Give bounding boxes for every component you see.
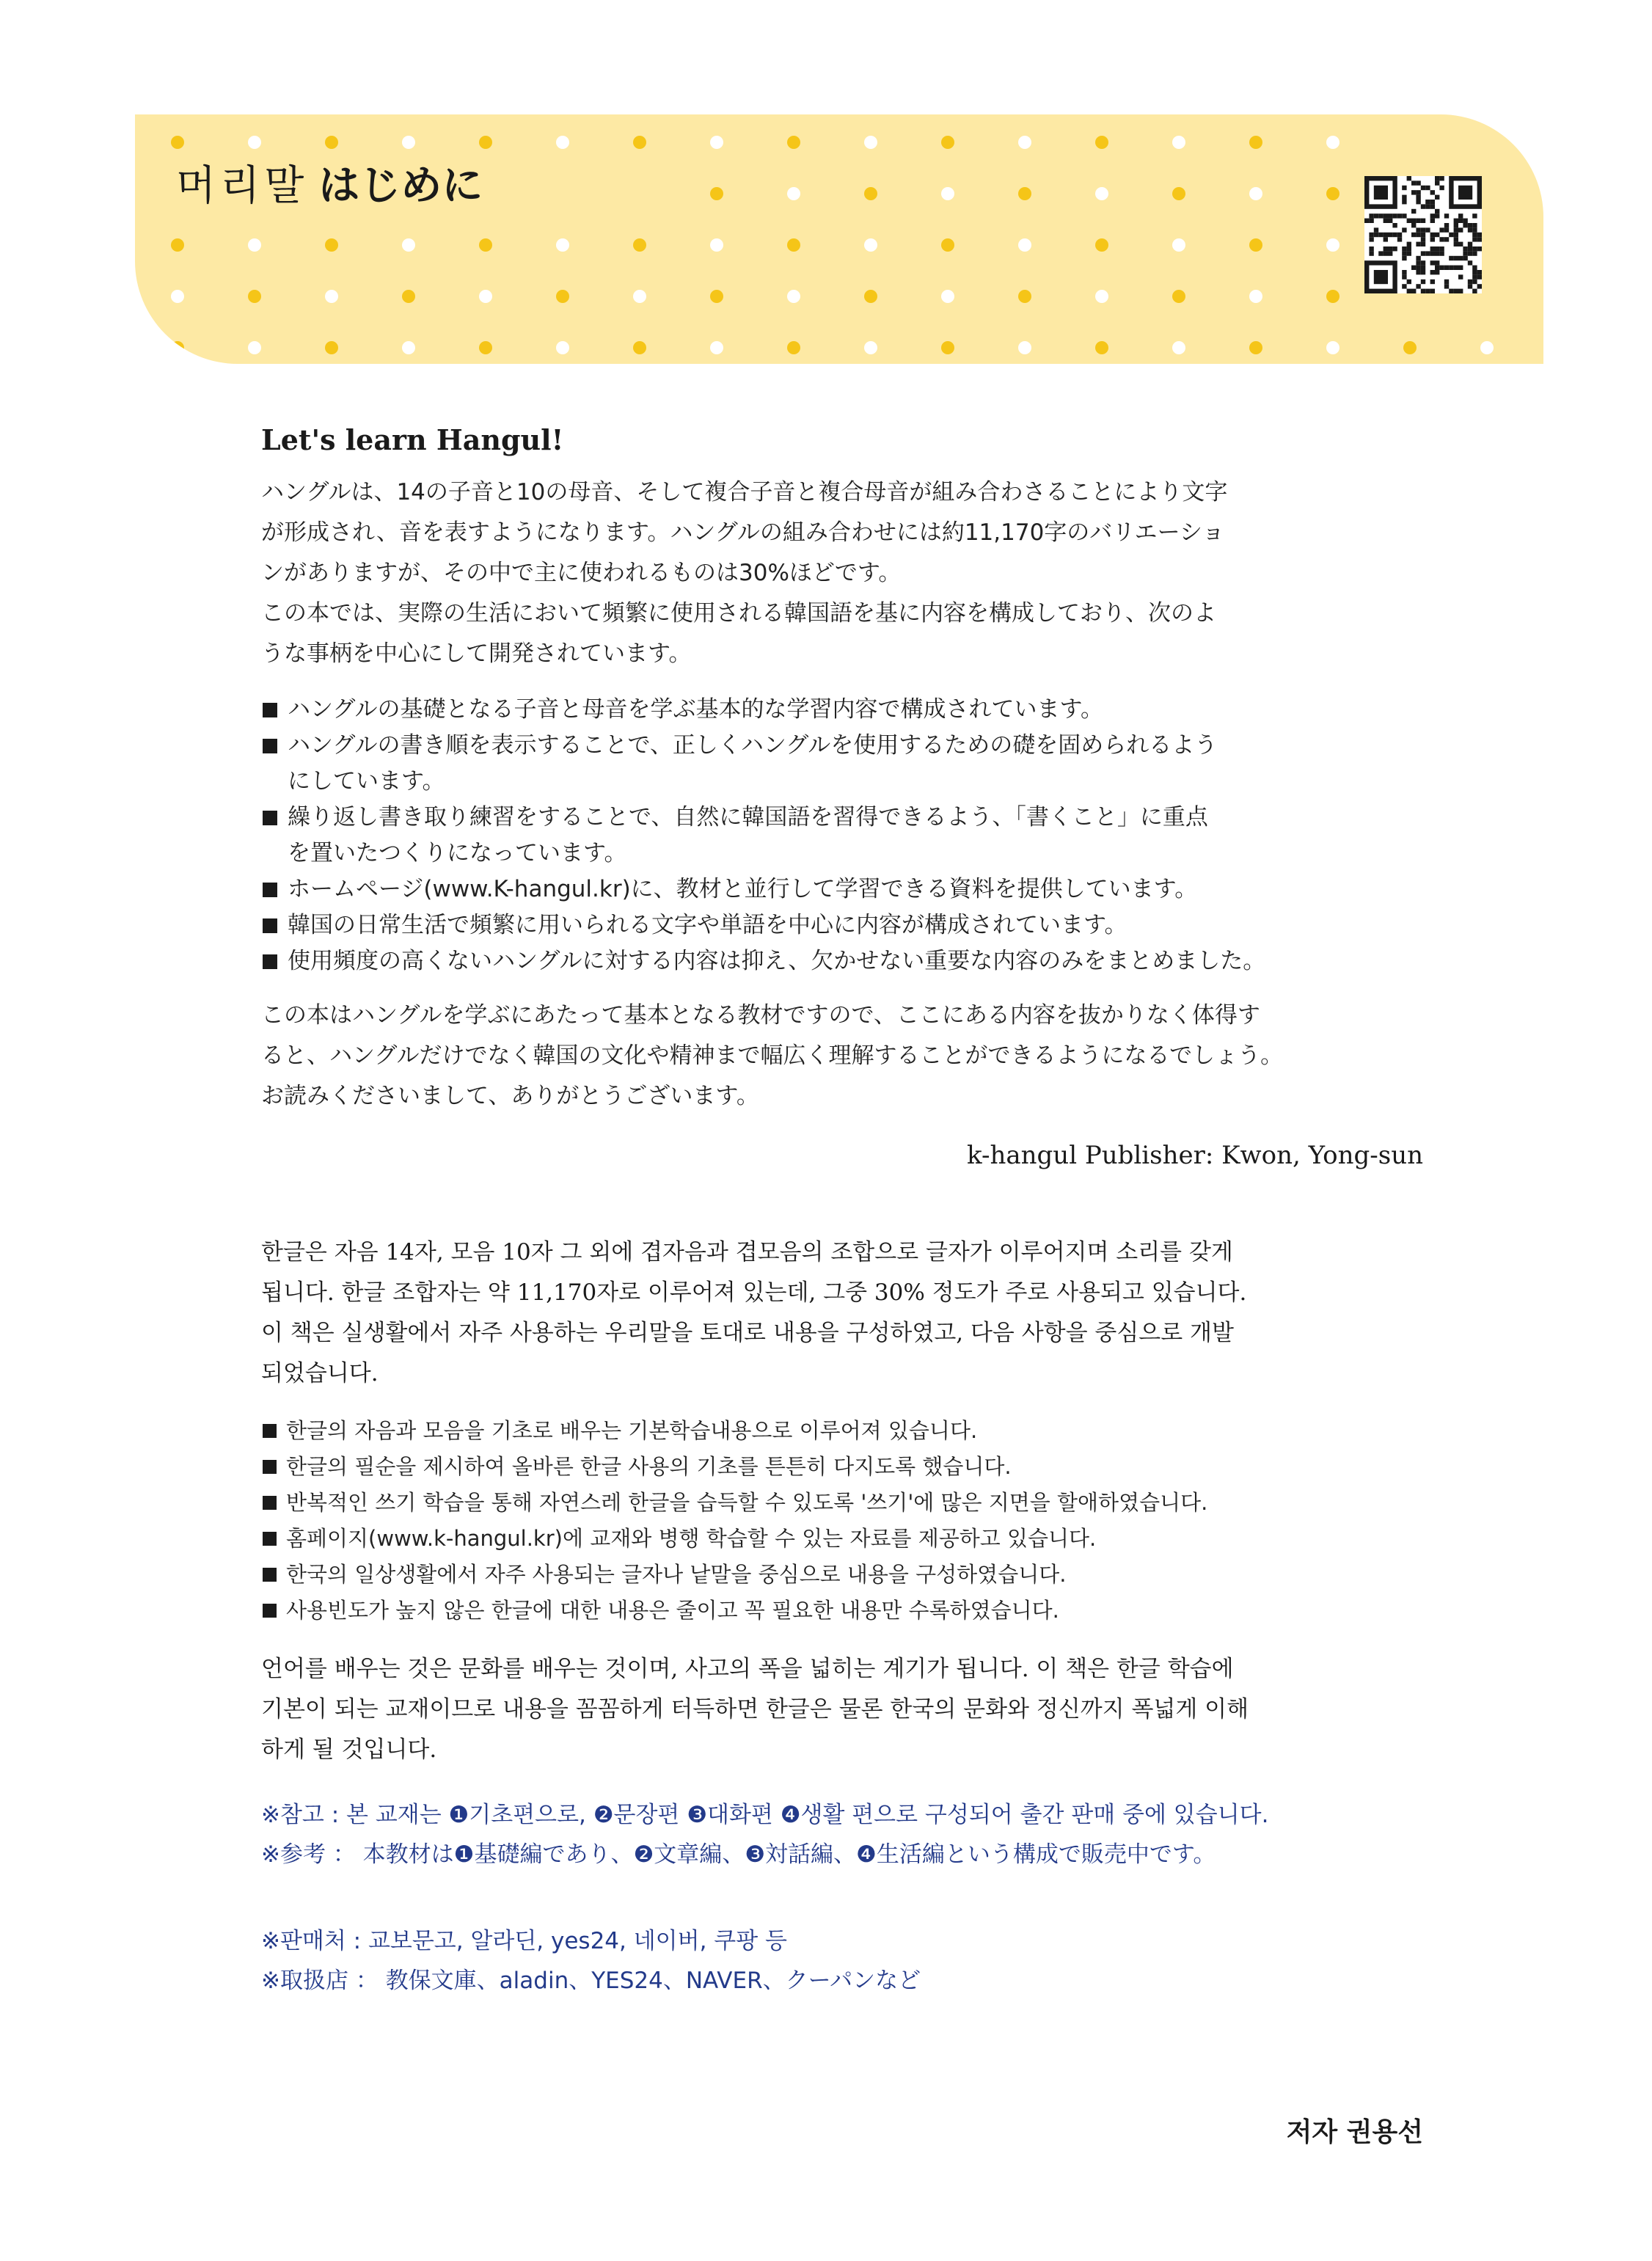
decor-dot xyxy=(171,238,184,252)
intro-line: ハングルは、14の子音と10の母音、そして複合子音と複合母音が組み合わさることにより文字 xyxy=(261,479,1228,506)
decor-dot xyxy=(1095,238,1108,252)
decor-dot xyxy=(556,290,569,303)
decor-dot xyxy=(633,136,646,149)
decor-dot xyxy=(479,341,492,354)
decor-dot xyxy=(1249,136,1262,149)
closing-line: 언어를 배우는 것은 문화를 배우는 것이며, 사고의 폭을 넓히는 계기가 됩니다. 이 책은 한글 학습에 xyxy=(261,1655,1234,1682)
decor-dot xyxy=(633,290,646,303)
english-heading: Let's learn Hangul! xyxy=(261,423,564,456)
decor-dot xyxy=(1326,341,1339,354)
intro-line: 이 책은 실생활에서 자주 사용하는 우리말을 토대로 내용을 구성하였고, 다음 사항을 중심으로 개발 xyxy=(261,1319,1234,1346)
decor-dot xyxy=(1172,238,1185,252)
decor-dot xyxy=(710,187,723,200)
author-signature: 저자 권용선 xyxy=(1286,2117,1423,2147)
decor-dot xyxy=(171,290,184,303)
decor-dot xyxy=(248,136,261,149)
decor-dot xyxy=(479,290,492,303)
decor-dot xyxy=(1326,187,1339,200)
decor-dot xyxy=(1249,238,1262,252)
qr-code-icon[interactable] xyxy=(1364,176,1482,293)
decor-dot xyxy=(864,187,877,200)
intro-line: 되었습니다. xyxy=(261,1359,379,1387)
decor-dot xyxy=(248,290,261,303)
decor-dot xyxy=(402,238,415,252)
header-banner xyxy=(135,114,1543,364)
decor-dot xyxy=(1095,187,1108,200)
decor-dot xyxy=(1249,341,1262,354)
list-item: 한국의 일상생활에서 자주 사용되는 글자나 낱말을 중심으로 내용을 구성하였습니다. xyxy=(261,1557,1423,1593)
decor-dot xyxy=(402,341,415,354)
decor-dot xyxy=(479,136,492,149)
decor-dot xyxy=(556,341,569,354)
decor-dot xyxy=(787,136,800,149)
decor-dot xyxy=(479,238,492,252)
decor-dot xyxy=(941,187,954,200)
decor-dot xyxy=(941,136,954,149)
seller-notes xyxy=(261,1921,1423,2001)
decor-dot xyxy=(710,136,723,149)
decor-dot xyxy=(1172,136,1185,149)
korean-feature-list xyxy=(261,1413,1423,1629)
decor-dot xyxy=(1249,187,1262,200)
japanese-feature-list xyxy=(261,692,1423,979)
japanese-intro xyxy=(261,472,1423,674)
list-item: 繰り返し書き取り練習をすることで、自然に韓国語を習得できるよう、「書くこと」に重点 を置いたつくりになっています。 xyxy=(261,800,1423,872)
seller-note-japanese: ※取扱店 ： 教保文庫、aladin、YES24、NAVER、クーパンなど xyxy=(261,1967,921,1994)
intro-line: 됩니다. 한글 조합자는 약 11,170자로 이루어져 있는데, 그중 30% 정도가 주로 사용되고 있습니다. xyxy=(261,1279,1247,1306)
decor-dot xyxy=(1326,290,1339,303)
closing-line: ると、ハングルだけでなく韓国の文化や精神まで幅広く理解することができるようになるでしょう。 xyxy=(261,1042,1284,1070)
decor-dot xyxy=(1018,136,1031,149)
decor-dot xyxy=(864,136,877,149)
decor-dot xyxy=(1095,290,1108,303)
series-notes xyxy=(261,1795,1423,1874)
decor-dot xyxy=(402,290,415,303)
decor-dot xyxy=(1172,290,1185,303)
decor-dot xyxy=(248,341,261,354)
title-japanese: はじめに xyxy=(318,162,483,210)
list-item: 사용빈도가 높지 않은 한글에 대한 내용은 줄이고 꼭 필요한 내용만 수록하였습니다. xyxy=(261,1593,1423,1629)
list-item: 韓国の日常生活で頻繁に用いられる文字や単語を中心に内容が構成されています。 xyxy=(261,907,1423,943)
page-title xyxy=(176,162,483,210)
decor-dot xyxy=(864,238,877,252)
closing-line: お読みくださいまして、ありがとうございます。 xyxy=(261,1083,759,1110)
decor-dot xyxy=(710,341,723,354)
decor-dot xyxy=(1018,341,1031,354)
closing-line: この本はハングルを学ぶにあたって基本となる教材ですので、ここにある内容を抜かりなく体得す xyxy=(261,1002,1260,1029)
decor-dot xyxy=(1326,136,1339,149)
decor-dot xyxy=(1018,187,1031,200)
decor-dot xyxy=(787,290,800,303)
decor-dot xyxy=(325,238,338,252)
decor-dot xyxy=(1480,341,1494,354)
closing-line: 하게 될 것입니다. xyxy=(261,1736,437,1763)
decor-dot xyxy=(556,238,569,252)
decor-dot xyxy=(1095,136,1108,149)
decor-dot xyxy=(864,290,877,303)
decor-dot xyxy=(787,238,800,252)
decor-dot xyxy=(1172,187,1185,200)
list-item: ハングルの書き順を表示することで、正しくハングルを使用するための礎を固められるよう にしています。 xyxy=(261,728,1423,800)
intro-line: ンがありますが、その中で主に使われるものは30%ほどです。 xyxy=(261,560,902,587)
list-item: ホームページ(www.K-hangul.kr)に、教材と並行して学習できる資料を提供しています。 xyxy=(261,872,1423,907)
intro-line: が形成され、音を表すようになります。ハングルの組み合わせには約11,170字のバリエーショ xyxy=(261,519,1225,547)
decor-dot xyxy=(633,341,646,354)
list-item: 한글의 필순을 제시하여 올바른 한글 사용의 기초를 튼튼히 다지도록 했습니다. xyxy=(261,1449,1423,1485)
decor-dot xyxy=(787,341,800,354)
intro-line: うな事柄を中心にして開発されています。 xyxy=(261,640,692,668)
decor-dot xyxy=(1403,341,1417,354)
main-content xyxy=(261,422,1423,2001)
list-item: 使用頻度の高くないハングルに対する内容は抑え、欠かせない重要な内容のみをまとめました。 xyxy=(261,943,1423,979)
decor-dot xyxy=(941,341,954,354)
decor-dot xyxy=(402,136,415,149)
decor-dot xyxy=(1326,238,1339,252)
decor-dot xyxy=(325,136,338,149)
decor-dot xyxy=(325,290,338,303)
intro-line: この本では、実際の生活において頻繁に使用される韓国語を基に内容を構成しており、次のよ xyxy=(261,600,1216,627)
decor-dot xyxy=(941,290,954,303)
decor-dot xyxy=(1172,341,1185,354)
japanese-closing xyxy=(261,996,1423,1117)
decor-dot xyxy=(1095,341,1108,354)
reference-note-korean: ※참고 : 본 교재는 ❶기초편으로, ❷문장편 ❸대화편 ❹생활 편으로 구성되어 출간 판매 중에 있습니다. xyxy=(261,1801,1269,1828)
list-item: 반복적인 쓰기 학습을 통해 자연스레 한글을 습득할 수 있도록 '쓰기'에 많은 지면을 할애하였습니다. xyxy=(261,1485,1423,1521)
decor-dot xyxy=(787,187,800,200)
title-korean: 머리말 xyxy=(176,162,309,210)
decor-dot xyxy=(325,341,338,354)
decor-dot xyxy=(941,238,954,252)
decor-dot xyxy=(248,238,261,252)
decor-dot xyxy=(633,238,646,252)
decor-dot xyxy=(710,238,723,252)
list-item: 홈페이지(www.k-hangul.kr)에 교재와 병행 학습할 수 있는 자료를 제공하고 있습니다. xyxy=(261,1521,1423,1557)
decor-dot xyxy=(864,341,877,354)
korean-closing xyxy=(261,1649,1423,1770)
korean-intro xyxy=(261,1232,1423,1394)
decor-dot xyxy=(171,341,184,354)
decor-dot xyxy=(1018,290,1031,303)
decor-dot xyxy=(171,136,184,149)
decor-dot xyxy=(1249,290,1262,303)
decor-dot xyxy=(556,136,569,149)
decor-dot xyxy=(1018,238,1031,252)
list-item: ハングルの基礎となる子音と母音を学ぶ基本的な学習内容で構成されています。 xyxy=(261,692,1423,728)
closing-line: 기본이 되는 교재이므로 내용을 꼼꼼하게 터득하면 한글은 물론 한국의 문화와 정신까지 폭넓게 이해 xyxy=(261,1695,1249,1723)
seller-note-korean: ※판매처 : 교보문고, 알라딘, yes24, 네이버, 쿠팡 등 xyxy=(261,1927,787,1954)
list-item: 한글의 자음과 모음을 기초로 배우는 기본학습내용으로 이루어져 있습니다. xyxy=(261,1413,1423,1449)
reference-note-japanese: ※参考 ： 本教材は❶基礎編であり、❷文章編、❸対話編、❹生活編という構成で販売中です。 xyxy=(261,1841,1216,1868)
decor-dot xyxy=(710,290,723,303)
polka-dot-pattern xyxy=(135,114,1543,364)
intro-line: 한글은 자음 14자, 모음 10자 그 외에 겹자음과 겹모음의 조합으로 글자가 이루어지며 소리를 갖게 xyxy=(261,1238,1233,1265)
publisher-signature: k-hangul Publisher: Kwon, Yong-sun xyxy=(966,1141,1423,1171)
